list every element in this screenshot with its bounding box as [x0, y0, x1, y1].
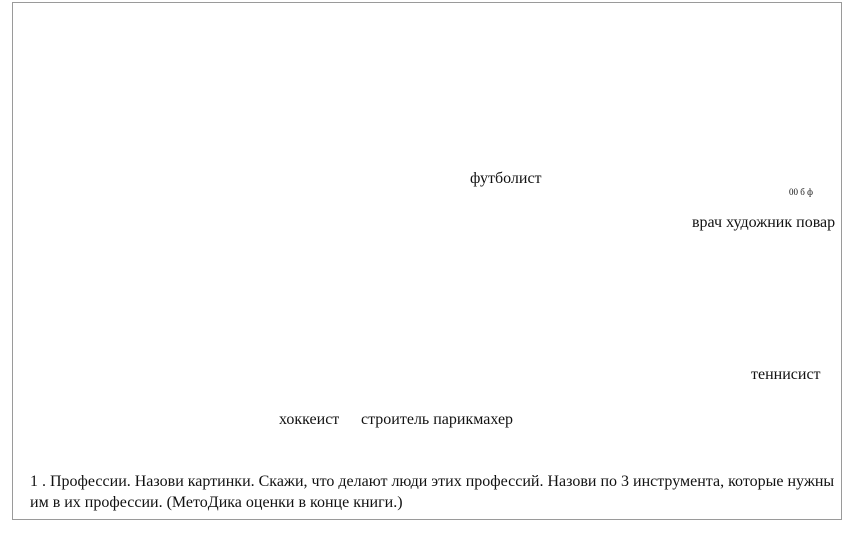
label-builder-hairdresser: строитель парикмахер: [361, 411, 514, 428]
small-marks: 00 б ф: [789, 187, 813, 197]
label-hockey-player: хоккеист: [279, 411, 340, 428]
label-tennis-player: теннисист: [751, 366, 821, 383]
label-footballer: футболист: [470, 170, 542, 187]
caption-line-2: им в их профессии. (МетоДика оценки в конце книги.): [30, 494, 403, 511]
document-page: [12, 2, 842, 520]
label-doctor-artist-cook: врач художник повар: [692, 214, 836, 231]
caption-line-1: 1 . Профессии. Назови картинки. Скажи, что делают люди этих профессий. Назови по 3 инструмента, которые нужны: [30, 473, 835, 490]
task-caption: [30, 471, 850, 513]
